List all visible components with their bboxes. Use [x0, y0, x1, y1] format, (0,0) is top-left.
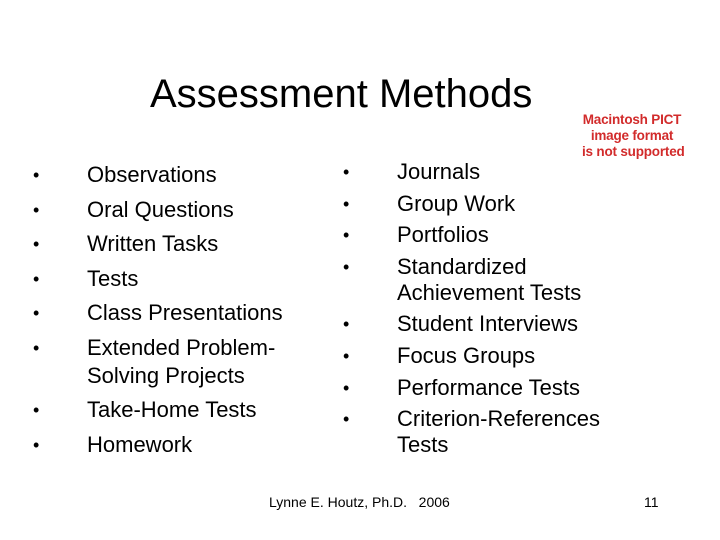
list-item: • Student Interviews [343, 311, 578, 337]
placeholder-line-2: image format [590, 128, 674, 143]
slide-title: Assessment Methods [150, 72, 533, 116]
bullet-icon: • [343, 377, 350, 398]
bullet-icon: • [343, 225, 350, 246]
bullet-icon: • [33, 165, 40, 185]
list-item: • Standardized Achievement Tests [343, 253, 582, 305]
left-bullet-list [29, 161, 329, 465]
list-item: • Portfolios [343, 222, 489, 248]
bullet-icon: • [343, 409, 350, 430]
right-bullet-list [339, 159, 649, 464]
bullet-icon: • [33, 268, 40, 289]
bullet-icon: • [343, 314, 350, 335]
list-item: • Homework [33, 431, 193, 457]
list-item: • Observations [33, 162, 217, 187]
list-item: • Extended Problem-Solving Projects [33, 334, 276, 388]
bullet-icon: • [343, 162, 350, 182]
list-item: • Focus Groups [343, 342, 536, 368]
list-item: • Performance Tests [343, 374, 581, 400]
bullet-icon: • [343, 345, 350, 366]
page-number: 11 [644, 494, 659, 510]
unsupported-image-placeholder [582, 112, 685, 160]
bullet-icon: • [33, 303, 40, 323]
list-item: • Written Tasks [33, 231, 219, 256]
slide-footer: Lynne E. Houtz, Ph.D. 2006 [269, 494, 450, 510]
placeholder-line-1: Macintosh PICT [582, 112, 682, 127]
bullet-icon: • [343, 256, 350, 277]
list-item: • Take-Home Tests [33, 397, 257, 422]
bullet-icon: • [33, 234, 40, 254]
bullet-icon: • [33, 199, 40, 220]
bullet-icon: • [343, 193, 350, 214]
list-item: • Criterion-References Tests [343, 406, 600, 458]
bullet-icon: • [33, 400, 40, 420]
list-item: • Class Presentations [33, 300, 283, 325]
list-item: • Tests [33, 265, 139, 291]
placeholder-line-3: is not supported [582, 144, 685, 159]
list-item: • Journals [343, 159, 481, 184]
bullet-icon: • [33, 434, 40, 455]
bullet-icon: • [33, 337, 40, 358]
list-item: • Group Work [343, 190, 516, 216]
list-item: • Oral Questions [33, 196, 234, 222]
